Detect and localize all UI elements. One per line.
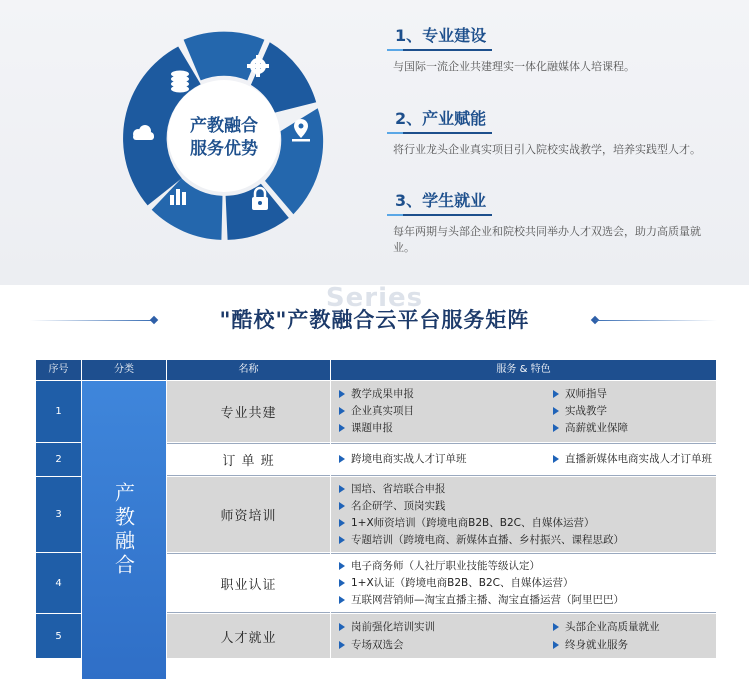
triangle-bullet-icon (553, 641, 559, 649)
row-seq-3: 3 (36, 477, 81, 552)
row-name-5: 人才就业 (167, 614, 330, 658)
row-name-3: 师资培训 (167, 477, 330, 552)
triangle-bullet-icon (339, 485, 345, 493)
service-item: 头部企业高质量就业 (553, 619, 660, 636)
service-item: 企业真实项目 (339, 403, 414, 420)
row-seq-2: 2 (36, 443, 81, 476)
row-name-4: 职业认证 (167, 553, 330, 613)
header-name: 名称 (167, 360, 330, 380)
service-item: 国培、省培联合申报 (339, 481, 446, 498)
triangle-bullet-icon (553, 623, 559, 631)
service-item: 直播新媒体电商实战人才订单班 (553, 451, 712, 468)
triangle-bullet-icon (339, 536, 345, 544)
banner-deco-right (595, 320, 717, 321)
triangle-bullet-icon (553, 455, 559, 463)
row-seq-5: 5 (36, 614, 81, 658)
row-name-2: 订 单 班 (167, 443, 330, 476)
header-services: 服务 & 特色 (331, 360, 716, 380)
header-seq: 序号 (36, 360, 81, 380)
service-item: 电子商务师（人社厅职业技能等级认定） (339, 558, 540, 575)
ring-center-line-1: 产教融合 (190, 116, 258, 136)
feature-2 (389, 108, 719, 158)
advantages-section (0, 0, 749, 285)
banner-watermark: Series (325, 283, 424, 313)
category-label: 产教融合 (111, 482, 136, 578)
triangle-bullet-icon (339, 562, 345, 570)
row-services-1 (331, 381, 716, 442)
triangle-bullet-icon (339, 502, 345, 510)
service-item: 高薪就业保障 (553, 420, 628, 437)
service-item: 岗前强化培训实训 (339, 619, 435, 636)
triangle-bullet-icon (339, 424, 345, 432)
triangle-bullet-icon (339, 407, 345, 415)
service-item: 专场双选会 (339, 637, 404, 654)
triangle-bullet-icon (553, 424, 559, 432)
service-item: 1+X师资培训（跨境电商B2B、B2C、自媒体运营） (339, 515, 594, 532)
service-item: 双师指导 (553, 386, 607, 403)
service-item: 专题培训（跨境电商、新媒体直播、乡村振兴、课程思政） (339, 532, 624, 549)
service-item: 实战教学 (553, 403, 607, 420)
row-seq-1: 1 (36, 381, 81, 442)
triangle-bullet-icon (553, 407, 559, 415)
service-item: 终身就业服务 (553, 637, 628, 654)
triangle-bullet-icon (339, 390, 345, 398)
feature-desc: 与国际一流企业共建理实一体化融媒体人培课程。 (393, 60, 635, 73)
feature-title: 2、产业赋能 (389, 108, 492, 134)
row-services-2 (331, 443, 716, 476)
triangle-bullet-icon (339, 579, 345, 587)
ring-center-line-2: 服务优势 (190, 139, 258, 159)
category-cell (82, 381, 166, 679)
triangle-bullet-icon (339, 519, 345, 527)
feature-title: 1、专业建设 (389, 25, 492, 51)
service-item: 课题申报 (339, 420, 393, 437)
feature-desc: 将行业龙头企业真实项目引入院校实战教学，培养实践型人才。 (393, 143, 701, 156)
row-name-1: 专业共建 (167, 381, 330, 442)
service-item: 名企研学、顶岗实践 (339, 498, 446, 515)
triangle-bullet-icon (339, 596, 345, 604)
triangle-bullet-icon (553, 390, 559, 398)
header-category: 分类 (82, 360, 166, 380)
service-item: 跨境电商实战人才订单班 (339, 451, 467, 468)
row-services-5 (331, 614, 716, 658)
advantages-ring (118, 30, 330, 242)
feature-desc: 每年两期与头部企业和院校共同举办人才双选会，助力高质量就业。 (393, 225, 701, 254)
triangle-bullet-icon (339, 455, 345, 463)
feature-title: 3、学生就业 (389, 190, 492, 216)
service-item: 教学成果申报 (339, 386, 414, 403)
triangle-bullet-icon (339, 641, 345, 649)
feature-1 (389, 25, 719, 75)
triangle-bullet-icon (339, 623, 345, 631)
service-item: 1+X认证（跨境电商B2B、B2C、自媒体运营） (339, 575, 573, 592)
row-services-4 (331, 553, 716, 613)
row-seq-4: 4 (36, 553, 81, 613)
ring-segment-1 (184, 32, 265, 81)
feature-3 (389, 190, 719, 256)
banner-title: "酷校"产教融合云平台服务矩阵 (219, 308, 530, 332)
service-item: 互联网营销师—淘宝直播主播、淘宝直播运营（阿里巴巴） (339, 592, 624, 609)
row-services-3 (331, 477, 716, 552)
